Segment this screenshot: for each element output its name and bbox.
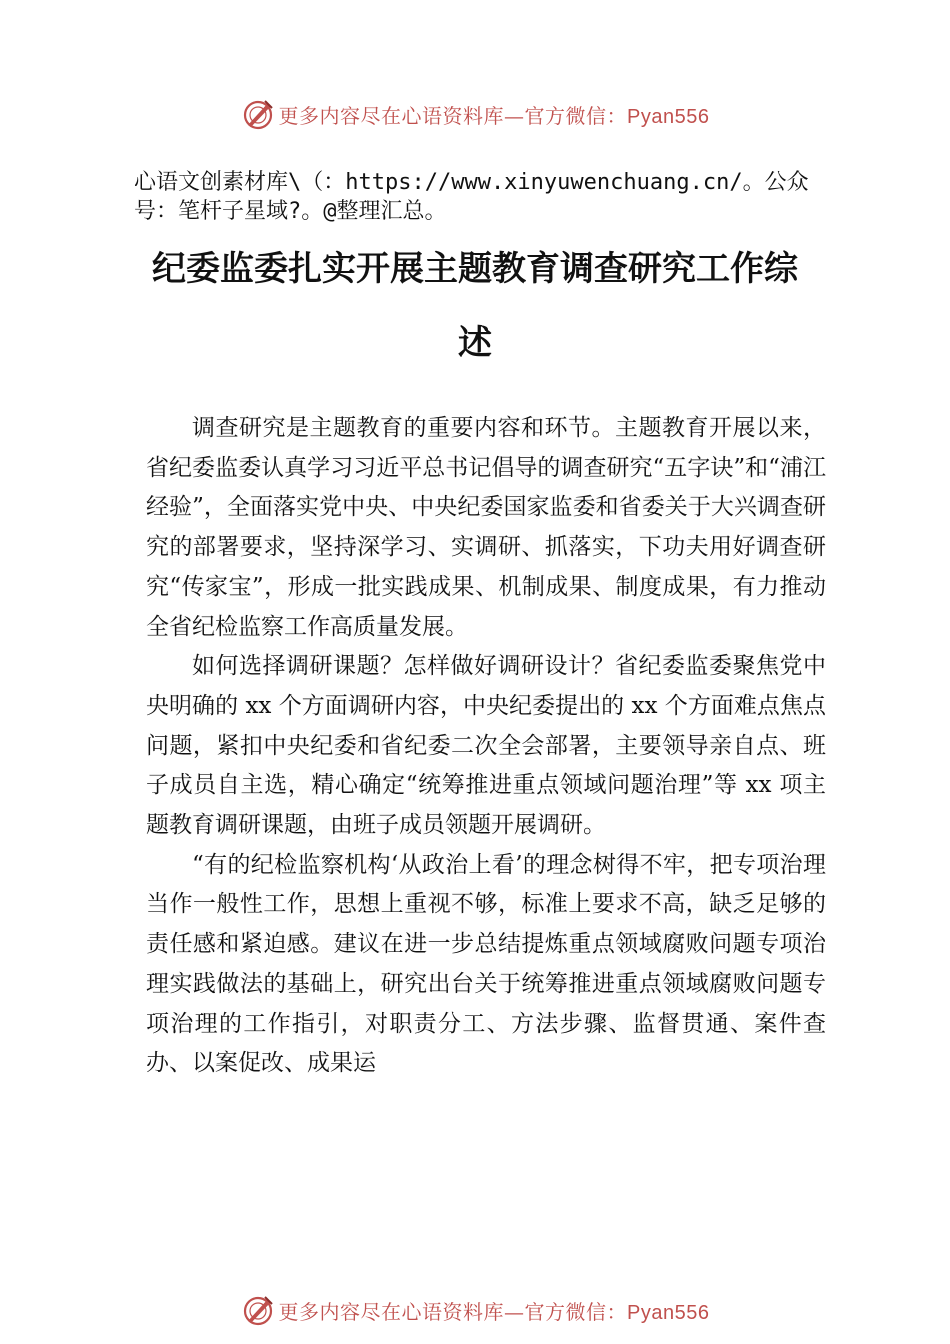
header-banner [0,94,950,134]
paragraph: 如何选择调研课题？怎样做好调研设计？省纪委监委聚焦党中央明确的 xx 个方面调研内容，中央纪委提出的 xx 个方面难点焦点问题，紧扣中央纪委和省纪委二次全会部署，主要领导亲自点、班子成员自主选，精心确定“统筹推进重点领域问题治理”等 xx 项主题教育调研课题，由班子成员领题开展调研。 [146,653,826,839]
banner-slogan: 更多内容尽在心语资料库—官方微信： [278,103,628,128]
source-note: 心语文创素材库\（：https://www.xinyuwenchuang.cn/。公众号：笔杆子星域?。@整理汇总。 [134,170,809,224]
pen-circle-logo-icon [241,97,275,131]
paragraph: 调查研究是主题教育的重要内容和环节。主题教育开展以来，省纪委监委认真学习习近平总书记倡导的调查研究“五字诀”和“浦江经验”，全面落实党中央、中央纪委国家监委和省委关于大兴调查研究的部署要求，坚持深学习、实调研、抓落实，下功夫用好调查研究“传家宝”，形成一批实践成果、机制成果、制度成果，有力推动全省纪检监察工作高质量发展。 [146,415,826,640]
banner-wechat-id: Pyan556 [627,105,710,128]
banner-text [279,100,710,129]
pen-circle-logo-icon [241,1293,275,1327]
document-title: 纪委监委扎实开展主题教育调查研究工作综述 [152,249,798,363]
banner-wechat-id: Pyan556 [627,1301,710,1324]
document-body [146,409,826,1084]
paragraph: “有的纪检监察机构‘从政治上看’的理念树得不牢，把专项治理当作一般性工作，思想上重视不够，标准上要求不高，缺乏足够的责任感和紧迫感。建议在进一步总结提炼重点领域腐败问题专项治理实践做法的基础上，研究出台关于统筹推进重点领域腐败问题专项治理的工作指引，对职责分工、方法步骤、监督贯通、案件查办、以案促改、成果运 [146,851,826,1077]
banner-slogan: 更多内容尽在心语资料库—官方微信： [278,1299,628,1324]
footer-banner [0,1290,950,1330]
banner-text [279,1296,710,1325]
